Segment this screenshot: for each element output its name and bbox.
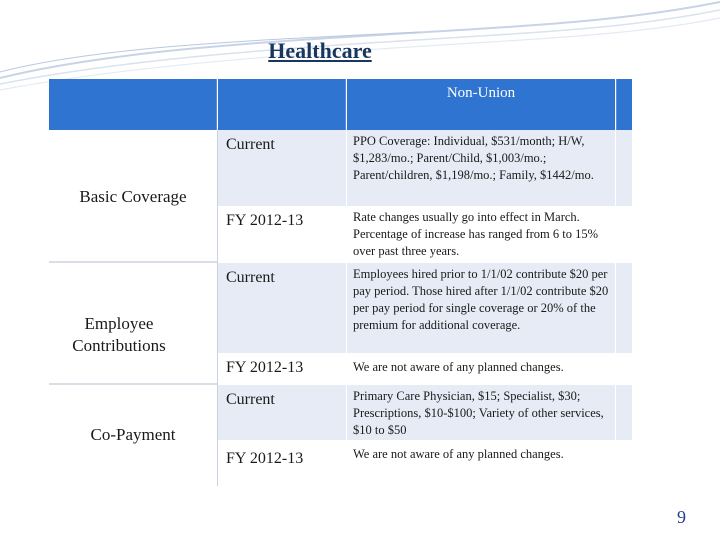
header-cell-edge: [616, 79, 632, 130]
period-current: Current: [218, 263, 346, 353]
header-cell-blank-2: [218, 79, 346, 130]
description-cell: Employees hired prior to 1/1/02 contribute $20 per pay period. Those hired after 1/1/02 contribute $20 per pay period for single coverage or 20% of the premium for additional coverage.: [347, 263, 615, 353]
page-number: 9: [677, 507, 686, 527]
period-fy: FY 2012-13: [218, 353, 346, 385]
row-label-co-payment: [49, 385, 217, 486]
slide-title-text: Healthcare: [268, 38, 372, 63]
slide-title: [0, 38, 720, 64]
description-cell: We are not aware of any planned changes.: [347, 353, 615, 385]
period-current: Current: [218, 385, 346, 440]
column-divider: [217, 130, 218, 486]
description-cell: Primary Care Physician, $15; Specialist, $30; Prescriptions, $10-$100; Variety of other services, $10 to $50: [347, 385, 615, 440]
header-non-union: Non-Union: [347, 79, 615, 130]
description-cell: Rate changes usually go into effect in March. Percentage of increase has ranged from 6 to 15% over past three years.: [347, 206, 615, 263]
edge-cell: [616, 440, 632, 486]
period-fy: FY 2012-13: [218, 206, 346, 263]
header-cell-blank-1: [49, 79, 217, 130]
edge-cell: [616, 263, 632, 353]
row-label-employee-contributions: [49, 263, 217, 385]
healthcare-table: [49, 79, 632, 486]
period-fy: FY 2012-13: [218, 440, 346, 486]
row-label-text: Basic Coverage: [79, 187, 187, 206]
period-current: Current: [218, 130, 346, 206]
row-label-text: Employee Contributions: [72, 314, 166, 355]
edge-cell: [616, 206, 632, 263]
row-label-text: Co-Payment: [90, 425, 176, 444]
row-label-basic-coverage: [49, 130, 217, 263]
edge-cell: [616, 385, 632, 440]
edge-cell: [616, 353, 632, 385]
description-cell: PPO Coverage: Individual, $531/month; H/W, $1,283/mo.; Parent/Child, $1,003/mo.; Parent/children, $1,198/mo.; Family, $1442/mo.: [347, 130, 615, 206]
description-cell: We are not aware of any planned changes.: [347, 440, 615, 486]
edge-cell: [616, 130, 632, 206]
